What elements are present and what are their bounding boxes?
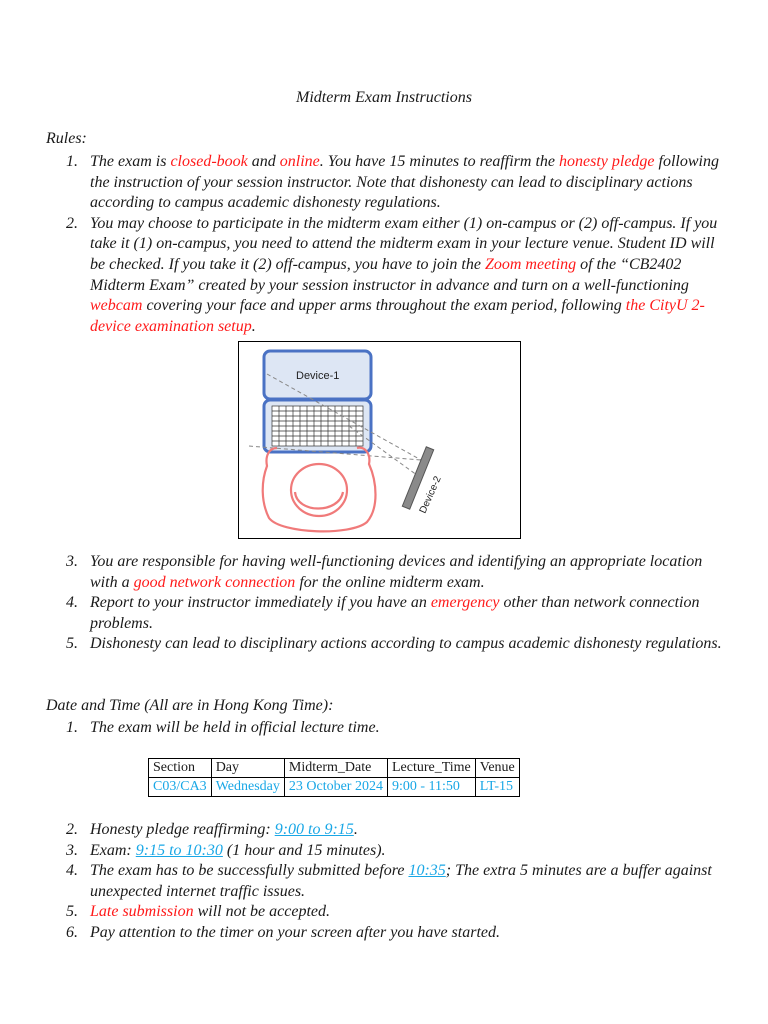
list-text: . You have 15 minutes to reaffirm the xyxy=(319,153,559,170)
list-number: 3. xyxy=(66,553,78,570)
rules-list xyxy=(66,152,726,337)
list-text: You may choose to participate in the midterm exam either (1) on-campus or (2) off-campus. If you take it (1) on-campus, you need to attend the midterm exam in your lecture venue. Student ID will be checked. If you take it (2) off-campus, you have to join the xyxy=(90,214,718,273)
table-cell: 9:00 - 11:50 xyxy=(387,778,475,797)
highlighted-term: good network connection xyxy=(133,573,296,591)
list-text: Exam: xyxy=(90,841,136,859)
list-item xyxy=(66,552,726,593)
two-device-setup-figure xyxy=(238,341,521,539)
table-cell: 23 October 2024 xyxy=(284,778,387,797)
list-text: (1 hour and 15 minutes). xyxy=(222,841,386,859)
list-item xyxy=(66,634,726,655)
table-cell: C03/CA3 xyxy=(149,778,212,797)
list-text: of the “CB2402 Midterm Exam” created by your session instructor in advance and turn on a well-functioning xyxy=(90,255,689,294)
list-text: . xyxy=(251,317,256,335)
page-title: Midterm Exam Instructions xyxy=(296,89,472,106)
table-header-cell: Venue xyxy=(475,759,519,778)
list-item xyxy=(66,902,726,923)
two-device-setup-diagram xyxy=(239,342,520,538)
table-cell: LT-15 xyxy=(475,778,519,797)
table-header-cell: Lecture_Time xyxy=(387,759,475,778)
list-number: 1. xyxy=(66,153,78,170)
list-item xyxy=(66,820,726,841)
person-outline xyxy=(263,448,376,532)
list-number: 6. xyxy=(66,923,78,941)
highlighted-term: honesty pledge xyxy=(559,153,655,170)
list-text: following the instruction of your session instructor. Note that dishonesty can lead to disciplinary actions according to campus academic dishonesty regulations. xyxy=(90,153,719,212)
time-link[interactable]: 9:00 to 9:15 xyxy=(274,821,354,838)
highlighted-term: the CityU 2-device examination setup xyxy=(90,297,705,335)
table-cell: Wednesday xyxy=(211,778,284,797)
time-link[interactable]: 10:35 xyxy=(408,862,446,880)
table-header-cell: Section xyxy=(149,759,212,778)
list-item xyxy=(66,214,726,338)
list-number: 5. xyxy=(66,635,78,653)
list-item: 1. The exam will be held in official lecture time. xyxy=(66,719,380,736)
rules-heading: Rules: xyxy=(46,130,87,147)
date-time-list-first xyxy=(66,718,726,739)
highlighted-term: Zoom meeting xyxy=(484,255,577,273)
list-text: and xyxy=(247,153,280,170)
list-item xyxy=(66,861,726,902)
date-time-list xyxy=(66,820,726,944)
list-text: covering your face and upper arms throughout the exam period, following xyxy=(142,297,626,315)
highlighted-term: emergency xyxy=(430,594,500,612)
list-number: 2. xyxy=(66,821,78,838)
list-text: other than network connection problems. xyxy=(90,594,700,632)
list-text: Honesty pledge reaffirming: xyxy=(90,821,275,838)
list-text: Pay attention to the timer on your screen after you have started. xyxy=(90,923,500,941)
table-header-cell: Midterm_Date xyxy=(284,759,387,778)
list-text: ; The extra 5 minutes are a buffer against unexpected internet traffic issues. xyxy=(90,862,712,900)
date-time-heading: Date and Time (All are in Hong Kong Time): xyxy=(46,697,334,714)
list-item xyxy=(66,593,726,634)
list-number: 4. xyxy=(66,594,78,612)
highlighted-term: Late submission xyxy=(90,903,194,921)
rules-list-continued xyxy=(66,552,726,655)
list-text: . xyxy=(353,821,358,838)
list-number: 2. xyxy=(66,214,78,232)
table-row xyxy=(149,778,520,797)
list-text: The exam has to be successfully submitted before xyxy=(90,862,409,880)
list-text: for the online midterm exam. xyxy=(295,573,485,591)
list-text: Dishonesty can lead to disciplinary actions according to campus academic dishonesty regulations. xyxy=(90,635,722,653)
time-link[interactable]: 9:15 to 10:30 xyxy=(135,841,223,859)
highlighted-term: online xyxy=(279,153,320,170)
table-header-cell: Day xyxy=(211,759,284,778)
list-text: will not be accepted. xyxy=(193,903,330,921)
list-text: The exam is xyxy=(90,153,171,170)
list-text: You are responsible for having well-functioning devices and identifying an appropriate location with a xyxy=(90,553,703,591)
device-1-label: Device-1 xyxy=(296,370,340,382)
highlighted-term: closed-book xyxy=(170,153,248,170)
list-item xyxy=(66,923,726,944)
list-number: 3. xyxy=(66,841,78,859)
exam-schedule-table xyxy=(148,758,520,797)
table-header-row xyxy=(149,759,520,778)
device-2-label: Device-2 xyxy=(417,474,444,516)
list-text: Report to your instructor immediately if you have an xyxy=(90,594,431,612)
list-item xyxy=(66,841,726,862)
highlighted-term: webcam xyxy=(90,297,143,315)
list-item xyxy=(66,152,726,214)
list-number: 4. xyxy=(66,862,78,880)
list-number: 5. xyxy=(66,903,78,921)
